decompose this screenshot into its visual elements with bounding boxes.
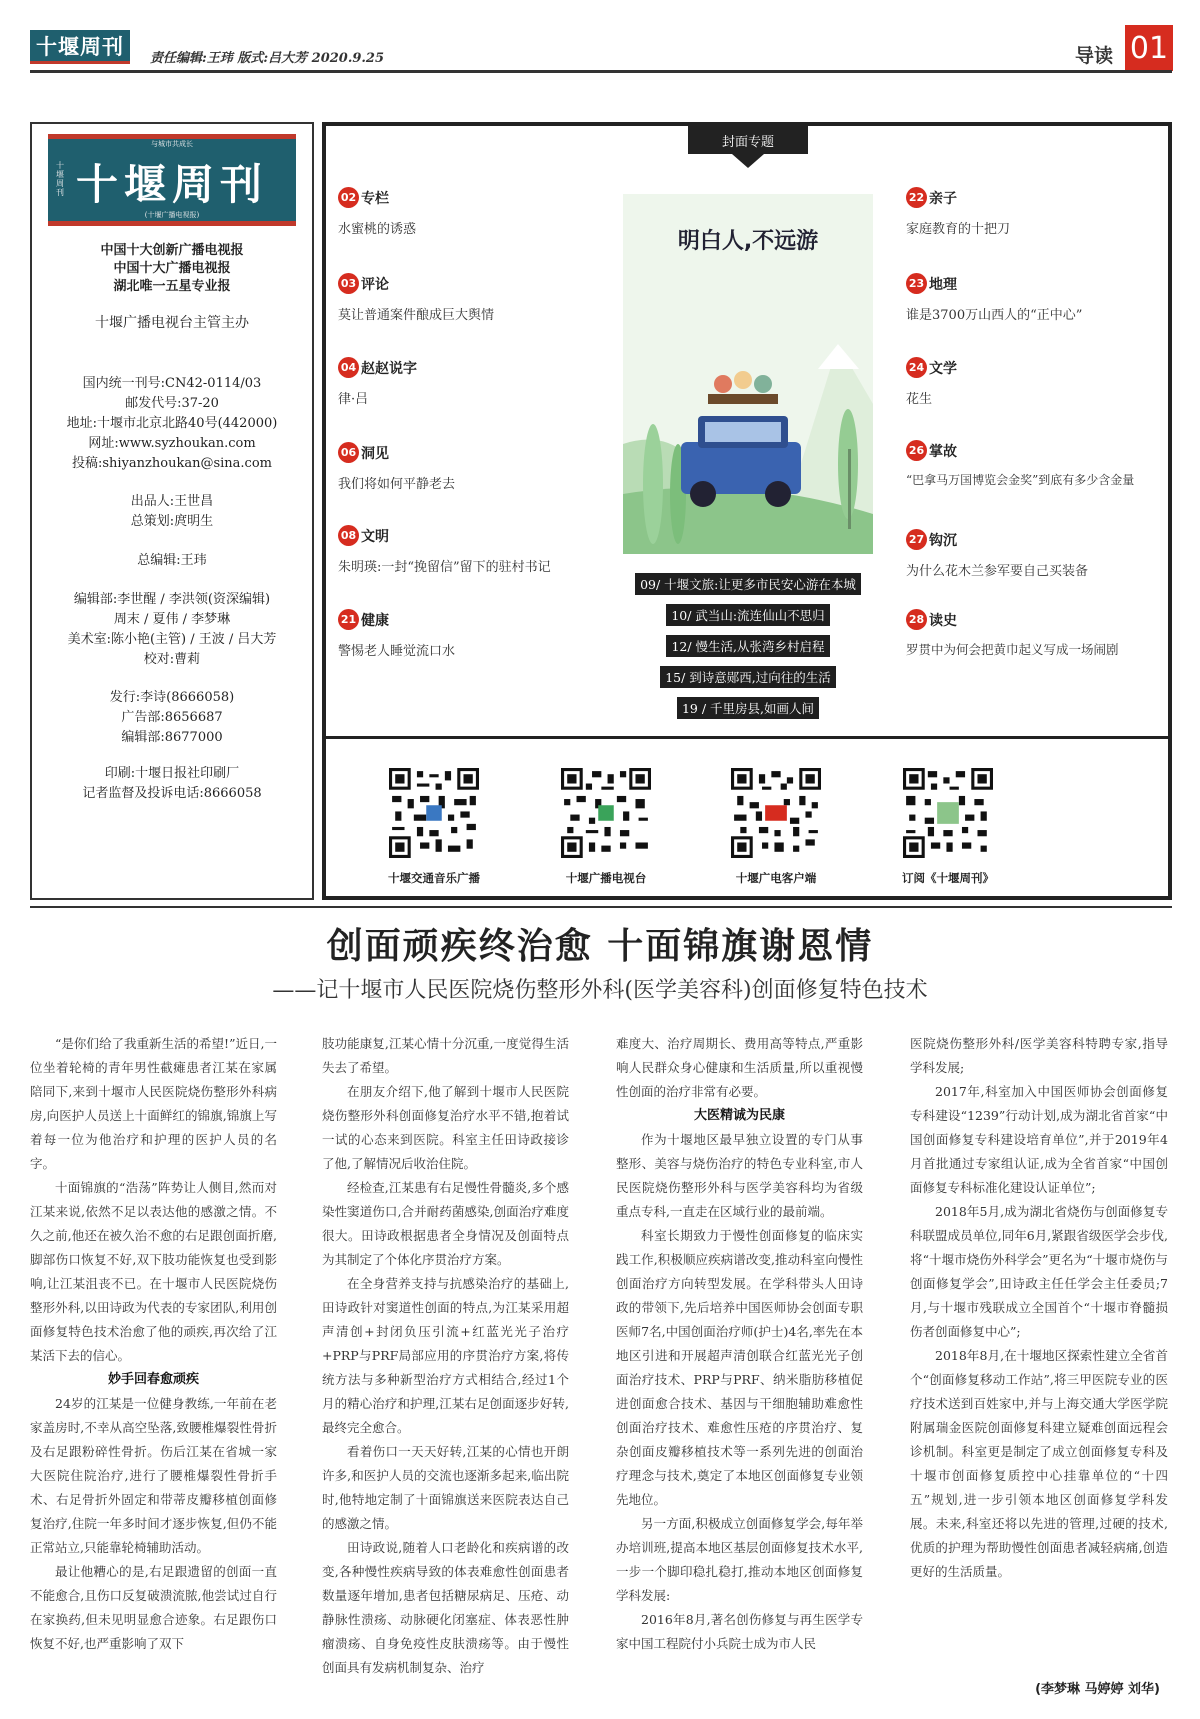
toc-section: 文明 (361, 528, 389, 545)
qr-code-icon[interactable] (561, 768, 651, 858)
toc-page-number: 02 (338, 187, 359, 208)
article-paragraph: 医院烧伤整形外科/医学美容科特聘专家,指导学科发展; (910, 1036, 1168, 1075)
toc-page-number: 08 (338, 525, 359, 546)
toc-page-number: 27 (906, 529, 927, 550)
toc-title: 警惕老人睡觉流口水 (338, 644, 456, 659)
toc-item[interactable] (338, 187, 588, 237)
toc-title: 朱明瑛:一封“挽留信”留下的驻村书记 (338, 560, 551, 575)
masthead-name: 十堰周刊 (75, 160, 268, 209)
honor-line: 中国十大创新广播电视报 (100, 243, 244, 258)
qr-label: 订阅《十堰周刊》 (902, 871, 994, 885)
toc-title: 水蜜桃的诱惑 (338, 222, 417, 237)
toc-section: 地理 (929, 276, 957, 293)
toc-title: 为什么花木兰参军要自己买装备 (906, 564, 1089, 579)
cover-tab-arrow (732, 154, 764, 168)
cover-illustration[interactable] (623, 194, 873, 554)
masthead (48, 134, 296, 226)
toc-item[interactable] (338, 357, 588, 407)
article-paragraph: 田诗政说,随着人口老龄化和疾病谱的改变,各种慢性疾病导致的体表难愈性创面患者数量逐年增加,患者包括糖尿病足、压疮、动静脉性溃疡、动脉硬化闭塞症、体表恶性肿瘤溃疡、自身免疫性皮肤溃疡等。由于慢性创面具有发病机制复杂、治疗 (322, 1540, 569, 1675)
submission-email-line: 投稿:shiyanzhoukan@sina.com (72, 456, 272, 471)
article-column-1 (30, 1032, 277, 1656)
article-paragraph: 2016年8月,著名创伤修复与再生医学专家中国工程院付小兵院士成为市人民 (616, 1612, 863, 1651)
toc-section: 健康 (361, 612, 389, 629)
masthead-info-box (30, 122, 314, 900)
contents-divider (326, 736, 1168, 739)
article-paragraph: “是你们给了我重新生活的希望!”近日,一位坐着轮椅的青年男性截瘫患者江某在家属陪同下,来到十堰市人民医院烧伤整形外科病房,向医护人员送上十面鲜红的锦旗,锦旗上写着每一位为他治疗和护理的医护人员的名字。 (30, 1036, 277, 1171)
planner-line: 总策划:庹明生 (130, 514, 214, 529)
toc-section: 专栏 (361, 190, 389, 207)
chief-editor: 总编辑:王玮 (137, 553, 207, 568)
contents-box (322, 122, 1172, 900)
article-paragraph: 2018年8月,在十堰地区探索性建立全省首个“创面修复移动工作站”,将三甲医院专业的医疗技术送到百姓家中,并与上海交通大学医学院附属瑞金医院创面修复科建立疑难创面远程会诊机制。科室更是制定了成立创面修复专科及十堰市创面修复质控中心挂靠单位的“十四五”规划,进一步引领本地区创面修复学科发展。未来,科室还将以先进的管理,过硬的技术,优质的护理为帮助慢性创面患者减轻病痛,创造更好的生活质量。 (910, 1348, 1168, 1579)
cover-subtopic[interactable] (611, 697, 885, 719)
toc-section: 赵赵说字 (361, 360, 417, 377)
toc-section: 钩沉 (929, 532, 957, 549)
article-rule (30, 906, 1172, 908)
cover-subtopic[interactable] (611, 573, 885, 595)
cover-subtopic-text: 12/ 慢生活,从张湾乡村启程 (666, 635, 829, 657)
toc-section: 亲子 (929, 190, 957, 207)
cover-subtopic-text: 19 / 千里房县,如画人间 (677, 697, 819, 719)
toc-title: 谁是3700万山西人的“正中心” (906, 308, 1083, 323)
toc-item[interactable] (906, 609, 1166, 658)
article-paragraph: 最让他糟心的是,右足跟遗留的创面一直不能愈合,且伤口反复破溃流脓,他尝试过自行在家换药,但未见明显愈合迹象。右足跟伤口恢复不好,也严重影响了双下 (30, 1564, 277, 1651)
article-paragraph: 作为十堰地区最早独立设置的专门从事整形、美容与烧伤治疗的特色专业科室,市人民医院烧伤整形外科与医学美容科均为省级重点专科,一直走在区域行业的最前端。 (616, 1132, 863, 1219)
article-paragraph: 在全身营养支持与抗感染治疗的基础上,田诗政针对窦道性创面的特点,为江某采用超声清创+封闭负压引流+红蓝光光子治疗+PRP与PRF局部应用的序贯治疗方案,将传统方法与多种新型治疗方式相结合,经过1个月的精心治疗和护理,江某右足创面逐步好转,最终完全愈合。 (322, 1276, 569, 1435)
toc-page-number: 06 (338, 442, 359, 463)
toc-title: “巴拿马万国博览会金奖”到底有多少含金量 (906, 473, 1135, 487)
honors-block (32, 242, 312, 296)
article-paragraph: 难度大、治疗周期长、费用高等特点,严重影响人民群众身心健康和生活质量,所以重视慢性创面的治疗非常有必要。 (616, 1036, 863, 1099)
toc-page-number: 24 (906, 357, 927, 378)
contacts-block (32, 688, 312, 748)
address-line: 地址:十堰市北京北路40号(442000) (66, 416, 278, 431)
cover-subtopic-text: 10/ 武当山:流连仙山不思归 (666, 604, 829, 626)
cover-subtopic-text: 09/ 十堰文旅:让更多市民安心游在本城 (635, 573, 861, 595)
toc-page-number: 04 (338, 357, 359, 378)
article-byline: (李梦琳 马婷婷 刘华) (1035, 1682, 1160, 1697)
article-paragraph: 在朋友介绍下,他了解到十堰市人民医院烧伤整形外科创面修复治疗水平不错,抱着试一试的心态来到医院。科室主任田诗政接诊了他,了解情况后收治住院。 (322, 1084, 569, 1171)
article-paragraph: 科室长期致力于慢性创面修复的临床实践工作,积极顺应疾病谱改变,推动科室向慢性创面治疗方向转型发展。在学科带头人田诗政的带领下,先后培养中国医师协会创面专职医师7名,中国创面治疗师(护士)4名,率先在本地区引进和开展超声清创联合红蓝光光子创面治疗技术、PRP与PRF、纳米脂肪移植促进创面愈合技术、基因与干细胞辅助难愈性创面治疗技术、难愈性压疮的序贯治疗、复杂创面皮瓣移植技术等一系列先进的创面治疗理念与技术,奠定了本地区创面修复专业领先地位。 (616, 1228, 863, 1507)
header-logo: 十堰周刊 (30, 30, 130, 64)
cover-title: 明白人,不远游 (677, 229, 819, 254)
toc-item[interactable] (906, 529, 1166, 579)
article-column-2 (322, 1032, 569, 1680)
header-meta: 责任编辑:王玮 版式:吕大芳 2020.9.25 (150, 51, 385, 66)
qr-code-icon[interactable] (731, 768, 821, 858)
honor-line: 湖北唯一五星专业报 (113, 279, 231, 294)
toc-item[interactable] (338, 442, 588, 492)
toc-title: 罗贯中为何会把黄巾起义写成一场闹剧 (906, 642, 1119, 657)
cover-subtopic-text: 15/ 到诗意郧西,过向往的生活 (660, 666, 836, 688)
issn-line: 国内统一刊号:CN42-0114/03 (82, 376, 262, 391)
toc-title: 我们将如何平静老去 (338, 477, 456, 492)
article-paragraph: 24岁的江某是一位健身教练,一年前在老家盖房时,不幸从高空坠落,致腰椎爆裂性骨折及右足跟粉碎性骨折。伤后江某在省城一家大医院住院治疗,进行了腰椎爆裂性骨折手术、右足骨折外固定和带蒂皮瓣移植创面修复治疗,住院一年多时间才逐步恢复,但仍不能正常站立,只能靠轮椅辅助活动。 (30, 1396, 277, 1555)
article-subheading: 妙手回春愈顽疾 (107, 1372, 199, 1387)
qr-label: 十堰交通音乐广播 (388, 871, 480, 885)
toc-item[interactable] (906, 440, 1166, 488)
producers-block (32, 492, 312, 532)
editorial-dept-line: 编辑部:8677000 (121, 730, 223, 745)
qr-code-icon[interactable] (903, 768, 993, 858)
article-subheading: 大医精诚为民康 (693, 1108, 785, 1123)
article-paragraph: 2018年5月,成为湖北省烧伤与创面修复专科联盟成员单位,同年6月,紧跟省级医学会步伐,将“十堰市烧伤外科学会”更名为“十堰市烧伤与创面修复学会”,田诗政主任任学会主任委员;7月,与十堰市残联成立全国首个“十堰市脊髓损伤者创面修复中心”; (910, 1204, 1168, 1339)
editorial-line: 编辑部:李世醒 / 李洪领(资深编辑) (73, 592, 271, 607)
editorial-line: 美术室:陈小艳(主管) / 王波 / 吕大芳 (67, 632, 277, 647)
ad-dept-line: 广告部:8656687 (121, 710, 223, 725)
article-title: 创面顽疾终治愈 十面锦旗谢恩情 (326, 926, 874, 967)
toc-section: 掌故 (929, 443, 957, 460)
toc-section: 评论 (361, 276, 389, 293)
editorial-block (32, 590, 312, 670)
toc-item[interactable] (338, 273, 588, 323)
article-column-4 (910, 1032, 1168, 1584)
sponsor: 十堰广播电视台主管主办 (95, 315, 249, 331)
toc-section: 洞见 (361, 445, 389, 462)
postal-code-line: 邮发代号:37-20 (125, 396, 219, 411)
honor-line: 中国十大广播电视报 (113, 261, 231, 276)
masthead-slogan: 与城市共成长 (151, 140, 193, 148)
printer-line: 印刷:十堰日报社印刷厂 (104, 766, 240, 781)
toc-page-number: 21 (338, 609, 359, 630)
toc-section: 读史 (929, 612, 957, 629)
toc-item[interactable] (906, 187, 1166, 237)
toc-item[interactable] (906, 357, 1166, 407)
page-number: 01 (1125, 25, 1173, 71)
masthead-subtitle: (十堰广播电视报) (144, 211, 200, 219)
toc-section: 文学 (929, 360, 957, 377)
toc-page-number: 23 (906, 273, 927, 294)
toc-page-number: 03 (338, 273, 359, 294)
editorial-line: 校对:曹莉 (143, 652, 201, 667)
article-paragraph: 经检查,江某患有右足慢性骨髓炎,多个感染性窦道伤口,合并耐药菌感染,创面治疗难度很大。田诗政根据患者全身情况及创面特点为其制定了个体化序贯治疗方案。 (322, 1180, 569, 1267)
article-paragraph: 另一方面,积极成立创面修复学会,每年举办培训班,提高本地区基层创面修复技术水平,一步一个脚印稳扎稳打,推动本地区创面修复学科发展: (616, 1516, 863, 1603)
article-subtitle: ——记十堰市人民医院烧伤整形外科(医学美容科)创面修复特色技术 (272, 978, 928, 1003)
article-column-3 (616, 1032, 863, 1656)
complaint-line: 记者监督及投诉电话:8666058 (82, 786, 262, 801)
toc-item[interactable] (338, 609, 588, 659)
editorial-line: 周末 / 夏伟 / 李梦琳 (113, 612, 231, 627)
cover-subtopic[interactable] (611, 604, 885, 626)
print-block (32, 764, 312, 804)
producer-line: 出品人:王世昌 (130, 494, 214, 509)
masthead-side-text: 十堰周刊 (56, 161, 64, 197)
article-paragraph: 十面锦旗的“浩荡”阵势让人侧目,然而对江某来说,依然不足以表达他的感激之情。不久之前,他还在被久治不愈的右足跟创面折磨,脚部伤口恢复不好,双下肢功能恢复也受到影响,让江某沮丧不已。在十堰市人民医院烧伤整形外科,以田诗政为代表的专家团队,利用创面修复特色技术治愈了他的顽疾,再次给了江某活下去的信心。 (30, 1180, 277, 1363)
qr-label: 十堰广电客户端 (735, 871, 817, 885)
toc-item[interactable] (906, 273, 1166, 323)
website-line: 网址:www.syzhoukan.com (88, 436, 256, 451)
cover-feature-label: 封面专题 (688, 126, 808, 154)
toc-page-number: 26 (906, 440, 927, 461)
distribution-line: 发行:李诗(8666058) (109, 690, 235, 705)
toc-title: 家庭教育的十把刀 (906, 222, 1011, 237)
toc-title: 律·吕 (338, 392, 369, 407)
toc-title: 莫让普通案件酿成巨大舆情 (338, 308, 495, 323)
header-rule (30, 70, 1172, 73)
section-label: 导读 (1075, 45, 1114, 67)
qr-code-icon[interactable] (389, 768, 479, 858)
toc-page-number: 28 (906, 609, 927, 630)
article-paragraph: 2017年,科室加入中国医师协会创面修复专科建设“1239”行动计划,成为湖北省首家“中国创面修复专科建设培育单位”,并于2019年4月首批通过专家组认证,成为全省首家“中国创面修复专科标准化建设认证单位”; (910, 1084, 1168, 1195)
cover-subtopic[interactable] (611, 666, 885, 688)
publication-block (32, 374, 312, 474)
cover-subtopic[interactable] (611, 635, 885, 657)
toc-title: 花生 (906, 392, 933, 407)
qr-label: 十堰广播电视台 (565, 871, 647, 885)
article-paragraph: 肢功能康复,江某心情十分沉重,一度觉得生活失去了希望。 (322, 1036, 569, 1075)
toc-item[interactable] (338, 525, 588, 575)
toc-page-number: 22 (906, 187, 927, 208)
article-paragraph: 看着伤口一天天好转,江某的心情也开朗许多,和医护人员的交流也逐渐多起来,临出院时,他特地定制了十面锦旗送来医院表达自己的感激之情。 (322, 1444, 569, 1531)
